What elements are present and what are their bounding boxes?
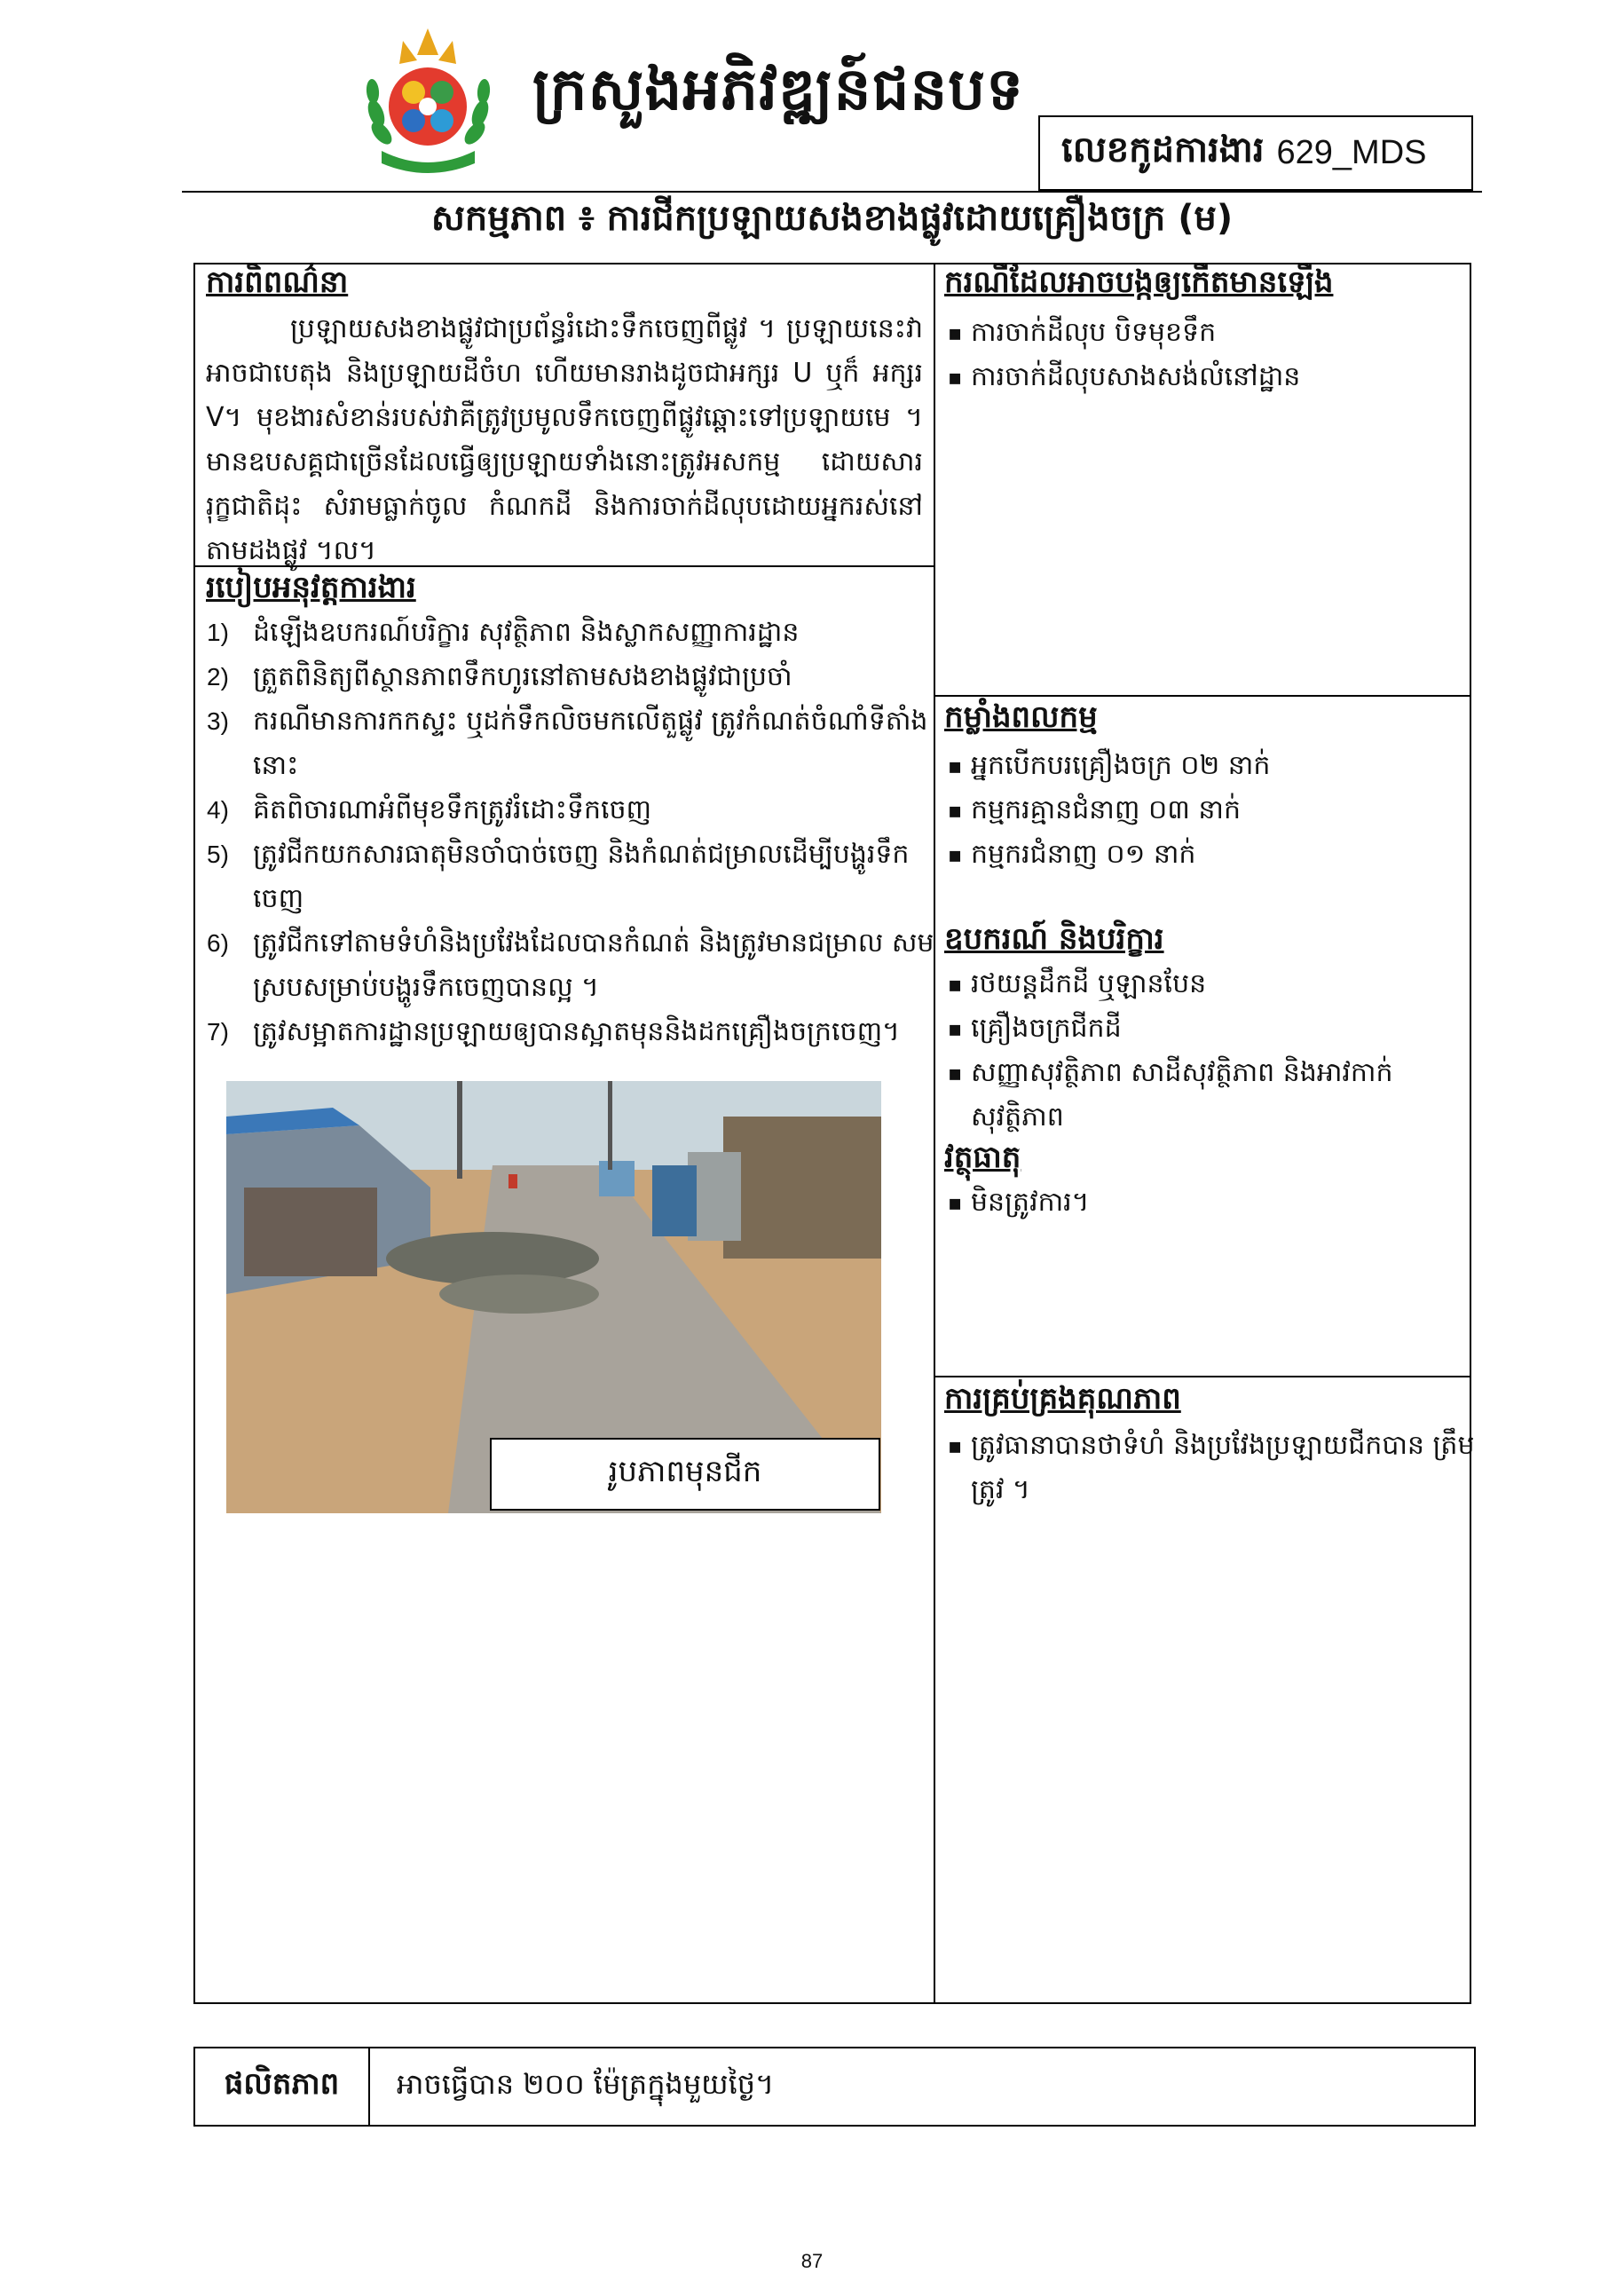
- causes-title: ករណីដែលអាចបង្កឲ្យកើតមានឡើង: [944, 264, 1334, 300]
- equipment-item: ▪ រថយន្តដឹកដី ឬឡានបែន: [971, 962, 1468, 1006]
- workforce-list: [944, 744, 1477, 877]
- procedure-step: ត្រូវជីកយកសារធាតុមិនចាំបាច់ចេញ និងកំណត់ជម្រាលដើម្បីបង្ហូរទឹកចេញ: [253, 839, 910, 914]
- materials-list: [944, 1180, 1477, 1225]
- description-title: ការពិពណ៌នា: [206, 264, 349, 300]
- quality-title: ការគ្រប់គ្រងគុណភាព: [944, 1381, 1181, 1417]
- equipment-list: [944, 962, 1468, 1140]
- procedure-step: ត្រូវសម្អាតការដ្ឋានប្រឡាយឲ្យបានស្អាតមុននិងដកគ្រឿងចក្រចេញ។: [253, 1016, 900, 1047]
- ministry-title: ក្រសួងអភិវឌ្ឍន៍ជនបទ: [532, 55, 1025, 123]
- work-code-box: [1038, 115, 1473, 191]
- activity-title: សកម្មភាព ៖ ការជីកប្រឡាយសងខាងផ្លូវដោយគ្រឿងចក្រ (ម): [430, 198, 1234, 239]
- procedure-step: គិតពិចារណាអំពីមុខទឹកត្រូវរំដោះទឹកចេញ: [253, 794, 652, 825]
- description-text: ប្រឡាយសងខាងផ្លូវជាប្រព័ន្ធរំដោះទឹកចេញពីផ្លូវ ។ ប្រឡាយនេះវាអាចជាបេតុង និងប្រឡាយដីចំហ ហើយមានរាងដូចជាអក្សរ U ឬក៏ អក្សរ V។ មុខងារសំខាន់របស់វាគឺត្រូវប្រមូលទឹកចេញពីផ្លូវឆ្ពោះទៅប្រឡាយមេ ។ មានឧបសគ្គជាច្រើនដែលធ្វើឲ្យប្រឡាយទាំងនោះត្រូវអសកម្ម ដោយសាររុក្ខជាតិដុះ សំរាមធ្លាក់ចូល កំណកដី និងការចាក់ដីលុបដោយអ្នករស់នៅតាមដងផ្លូវ ។ល។: [206, 313, 923, 566]
- procedure-step: ត្រួតពិនិត្យពីស្ថានភាពទឹកហូរនៅតាមសងខាងផ្លូវជាប្រចាំ: [253, 661, 792, 692]
- right-section-divider-2: [934, 1376, 1471, 1377]
- productivity-value: អាចធ្វើបាន ២០០ ម៉ែត្រក្នុងមួយថ្ងៃ។: [397, 2066, 775, 2101]
- equipment-title: ឧបករណ៍ និងបរិក្ខារ: [944, 921, 1164, 957]
- equipment-item: ▪ គ្រឿងចក្រជីកដី: [971, 1006, 1468, 1051]
- productivity-label: ផលិតភាព: [195, 2048, 370, 2125]
- procedure-step: ដំឡើងឧបករណ៍បរិក្ខារ សុវត្ថិភាព និងស្លាកសញ្ញាការដ្ឋាន: [253, 617, 800, 648]
- ministry-logo: [364, 25, 493, 176]
- workforce-title: កម្លាំងពលកម្ម: [944, 699, 1098, 735]
- photo-caption: រូបភាពមុនជីក: [490, 1438, 880, 1511]
- causes-list: [944, 311, 1477, 399]
- procedure-step: ករណីមានការកកស្ទះ ឬដក់ទឹកលិចមកលើតួផ្លូវ ត្រូវកំណត់ចំណាំទីតាំងនោះ: [253, 706, 928, 781]
- page-number: 87: [800, 2250, 824, 2272]
- workforce-item: ▪ កម្មករគ្មានជំនាញ ០៣ នាក់: [971, 788, 1477, 833]
- right-section-divider-1: [934, 695, 1471, 697]
- work-code-value: 629_MDS: [1276, 134, 1427, 171]
- work-code-label: លេខកូដការងារ: [1061, 130, 1265, 170]
- quality-item: ▪ ត្រូវធានាបានថាទំហំ និងប្រវែងប្រឡាយជីកបាន ត្រឹមត្រូវ ។: [971, 1424, 1477, 1512]
- equipment-item: ▪ សញ្ញាសុវត្ថិភាព សាដីសុវត្ថិភាព និងអាវកាក់សុវត្ថិភាព: [971, 1051, 1468, 1140]
- procedure-step: ត្រូវជីកទៅតាមទំហំនិងប្រវែងដែលបានកំណត់ និងត្រូវមានជម្រាល សមស្របសម្រាប់បង្ហូរទឹកចេញបានល្អ ។: [253, 927, 934, 1003]
- workforce-item: ▪ កម្មករជំនាញ ០១ នាក់: [971, 833, 1477, 877]
- productivity-box: [193, 2047, 1476, 2127]
- workforce-item: ▪ អ្នកបើកបរគ្រឿងចក្រ ០២ នាក់: [971, 744, 1477, 788]
- cause-item: ▪ ការចាក់ដីលុប បិទមុខទឹក: [971, 311, 1477, 355]
- cause-item: ▪ ការចាក់ដីលុបសាងសង់លំនៅដ្ឋាន: [971, 355, 1477, 399]
- procedure-title: របៀបអនុវត្តការងារ: [206, 570, 416, 605]
- procedure-steps: [204, 611, 945, 1054]
- materials-title: វត្ថុធាតុ: [944, 1140, 1021, 1175]
- header-divider: [182, 191, 1482, 193]
- material-item: ▪ មិនត្រូវការ។: [971, 1180, 1477, 1225]
- quality-list: [944, 1424, 1477, 1512]
- table-column-divider: [934, 263, 935, 2004]
